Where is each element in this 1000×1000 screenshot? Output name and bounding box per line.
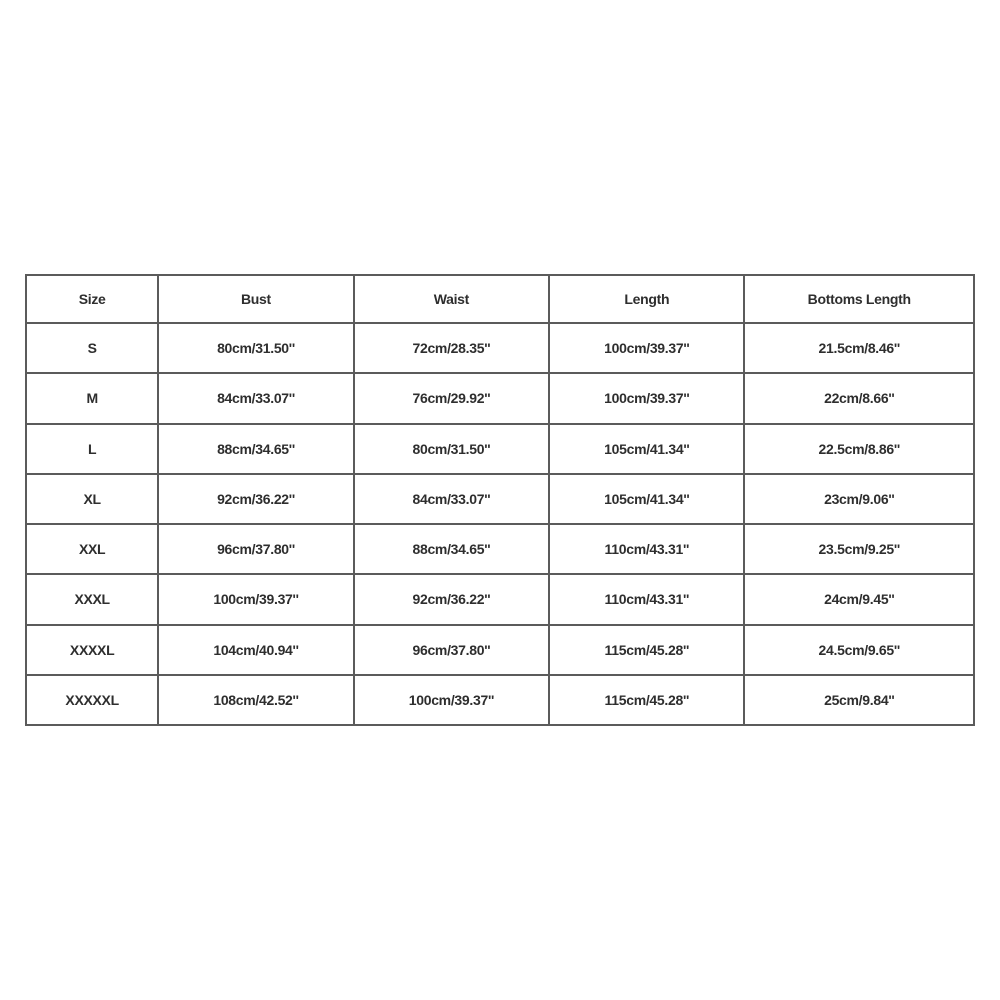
cell-bottoms-length: 22cm/8.66'' (744, 373, 974, 423)
cell-bottoms-length: 25cm/9.84'' (744, 675, 974, 725)
header-length: Length (549, 275, 744, 323)
cell-size: M (26, 373, 158, 423)
cell-waist: 80cm/31.50'' (354, 424, 549, 474)
cell-bust: 104cm/40.94'' (158, 625, 353, 675)
cell-waist: 76cm/29.92'' (354, 373, 549, 423)
table-header-row (26, 275, 974, 323)
cell-bust: 88cm/34.65'' (158, 424, 353, 474)
cell-bust: 84cm/33.07'' (158, 373, 353, 423)
cell-bottoms-length: 24cm/9.45'' (744, 574, 974, 624)
cell-bust: 80cm/31.50'' (158, 323, 353, 373)
cell-length: 105cm/41.34'' (549, 424, 744, 474)
cell-waist: 100cm/39.37'' (354, 675, 549, 725)
table-row (26, 424, 974, 474)
cell-bottoms-length: 23cm/9.06'' (744, 474, 974, 524)
cell-bottoms-length: 22.5cm/8.86'' (744, 424, 974, 474)
cell-waist: 92cm/36.22'' (354, 574, 549, 624)
cell-size: XL (26, 474, 158, 524)
cell-waist: 84cm/33.07'' (354, 474, 549, 524)
table-row (26, 474, 974, 524)
cell-bottoms-length: 23.5cm/9.25'' (744, 524, 974, 574)
cell-size: XXL (26, 524, 158, 574)
cell-length: 105cm/41.34'' (549, 474, 744, 524)
cell-size: S (26, 323, 158, 373)
header-bust: Bust (158, 275, 353, 323)
header-waist: Waist (354, 275, 549, 323)
cell-bust: 96cm/37.80'' (158, 524, 353, 574)
cell-bust: 100cm/39.37'' (158, 574, 353, 624)
cell-waist: 88cm/34.65'' (354, 524, 549, 574)
cell-bottoms-length: 24.5cm/9.65'' (744, 625, 974, 675)
cell-size: XXXL (26, 574, 158, 624)
cell-length: 115cm/45.28'' (549, 625, 744, 675)
cell-length: 110cm/43.31'' (549, 524, 744, 574)
cell-length: 100cm/39.37'' (549, 373, 744, 423)
cell-size: XXXXXL (26, 675, 158, 725)
cell-length: 100cm/39.37'' (549, 323, 744, 373)
table-row (26, 675, 974, 725)
table-row (26, 524, 974, 574)
table-row (26, 574, 974, 624)
header-size: Size (26, 275, 158, 323)
cell-size: XXXXL (26, 625, 158, 675)
cell-waist: 96cm/37.80'' (354, 625, 549, 675)
cell-bust: 108cm/42.52'' (158, 675, 353, 725)
table-row (26, 323, 974, 373)
size-chart-table (25, 274, 975, 726)
cell-size: L (26, 424, 158, 474)
cell-length: 110cm/43.31'' (549, 574, 744, 624)
cell-length: 115cm/45.28'' (549, 675, 744, 725)
cell-waist: 72cm/28.35'' (354, 323, 549, 373)
header-bottoms-length: Bottoms Length (744, 275, 974, 323)
table-row (26, 625, 974, 675)
table-row (26, 373, 974, 423)
cell-bottoms-length: 21.5cm/8.46'' (744, 323, 974, 373)
cell-bust: 92cm/36.22'' (158, 474, 353, 524)
